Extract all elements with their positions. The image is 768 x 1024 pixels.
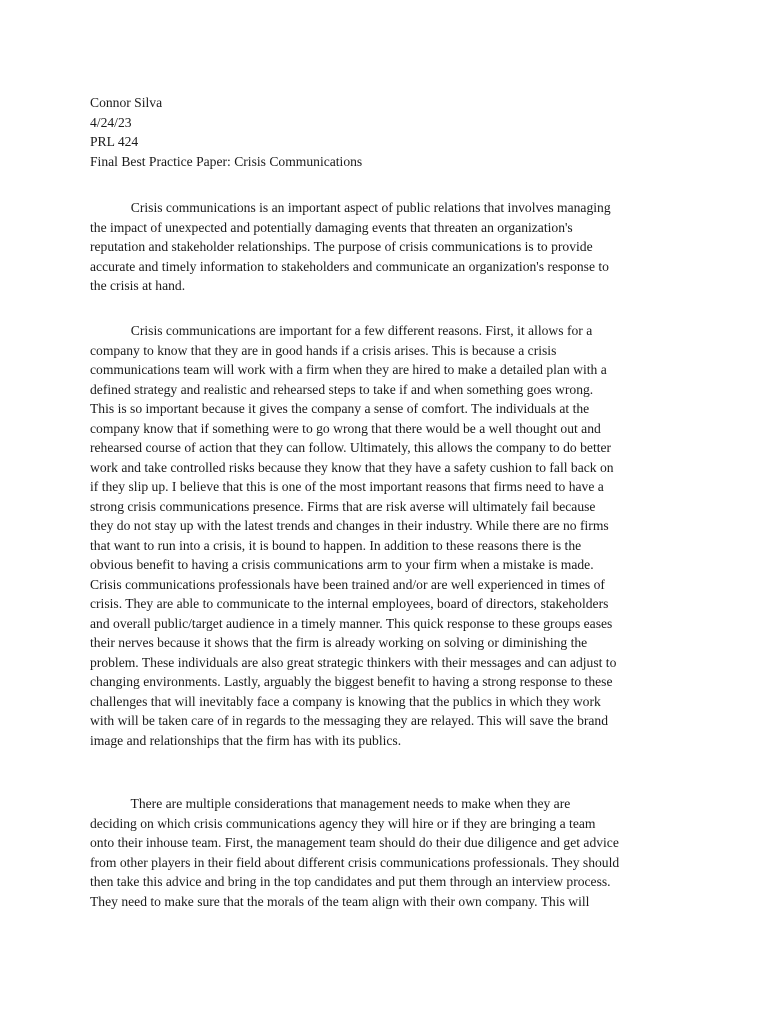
paragraph-line: Crisis communications are important for a few different reasons. First, it allows for a [90, 323, 593, 338]
paragraph-line: the crisis at hand. [90, 278, 186, 293]
paragraph-line: that want to run into a crisis, it is bound to happen. In addition to these reasons there is the [90, 537, 582, 553]
paragraph-line: company know that if something were to go wrong that there would be a well thought out and [90, 420, 601, 436]
paragraph-line: accurate and timely information to stakeholders and communicate an organization's response to [90, 258, 609, 274]
paragraph-line: defined strategy and realistic and rehearsed steps to take if and when something goes wrong. [90, 381, 594, 397]
document-date: 4/24/23 [90, 114, 132, 130]
paper-title: Final Best Practice Paper: Crisis Communications [90, 153, 363, 169]
paragraph-line: then take this advice and bring in the top candidates and put them through an interview process. [90, 874, 611, 889]
author-name: Connor Silva [90, 95, 163, 110]
paragraph-line: they do not stay up with the latest trends and changes in their industry. While there are no firms [90, 518, 609, 533]
paragraph-line: They need to make sure that the morals of the team align with their own company. This will [90, 893, 590, 909]
paragraph-line: communications team will work with a firm when they are hired to make a detailed plan with a [90, 362, 607, 377]
paragraph-line: onto their inhouse team. First, the management team should do their due diligence and get advice [90, 835, 619, 850]
paragraph-line: changing environments. Lastly, arguably the biggest benefit to having a strong response to these [90, 674, 613, 689]
paragraph-2 [90, 321, 700, 750]
paragraph-line: challenges that will inevitably face a company is knowing that the publics in which they work [90, 693, 601, 709]
paragraph-line: This is so important because it gives the company a sense of comfort. The individuals at the [90, 401, 590, 416]
paragraph-line: reputation and stakeholder relationships. The purpose of crisis communications is to provide [90, 239, 593, 254]
paragraph-line: work and take controlled risks because they know that they have a safety cushion to fall back on [90, 459, 614, 475]
paragraph-line: There are multiple considerations that management needs to make when they are [90, 796, 571, 811]
paragraph-line: from other players in their field about different crisis communications professionals. They should [90, 854, 620, 870]
paragraph-line: with will be taken care of in regards to the messaging they are relayed. This will save the brand [90, 713, 609, 728]
course-code: PRL 424 [90, 134, 139, 149]
paragraph-line: if they slip up. I believe that this is one of the most important reasons that firms need to have a [90, 479, 604, 494]
paragraph-line: crisis. They are able to communicate to the internal employees, board of directors, stakeholders [90, 596, 609, 611]
paragraph-3 [90, 794, 700, 911]
paragraph-line: rehearsed course of action that they can follow. Ultimately, this allows the company to do better [90, 440, 612, 455]
paragraph-line: image and relationships that the firm has with its publics. [90, 732, 402, 748]
paragraph-line: the impact of unexpected and potentially damaging events that threaten an organization's [90, 219, 573, 235]
document-header [90, 93, 700, 171]
paragraph-1 [90, 198, 700, 296]
paragraph-line: company to know that they are in good hands if a crisis arises. This is because a crisis [90, 342, 557, 358]
paragraph-line: Crisis communications is an important aspect of public relations that involves managing [90, 200, 611, 215]
paragraph-line: strong crisis communications presence. Firms that are risk averse will ultimately fail because [90, 498, 596, 514]
paragraph-line: obvious benefit to having a crisis communications arm to your firm when a mistake is made. [90, 557, 594, 572]
paragraph-line: deciding on which crisis communications agency they will hire or if they are bringing a team [90, 815, 596, 831]
paragraph-line: and overall public/target audience in a timely manner. This quick response to these groups eases [90, 615, 613, 631]
paragraph-line: problem. These individuals are also great strategic thinkers with their messages and can adjust to [90, 654, 617, 670]
paragraph-line: their nerves because it shows that the firm is already working on solving or diminishing the [90, 635, 588, 650]
paragraph-line: Crisis communications professionals have been trained and/or are well experienced in times of [90, 576, 605, 592]
